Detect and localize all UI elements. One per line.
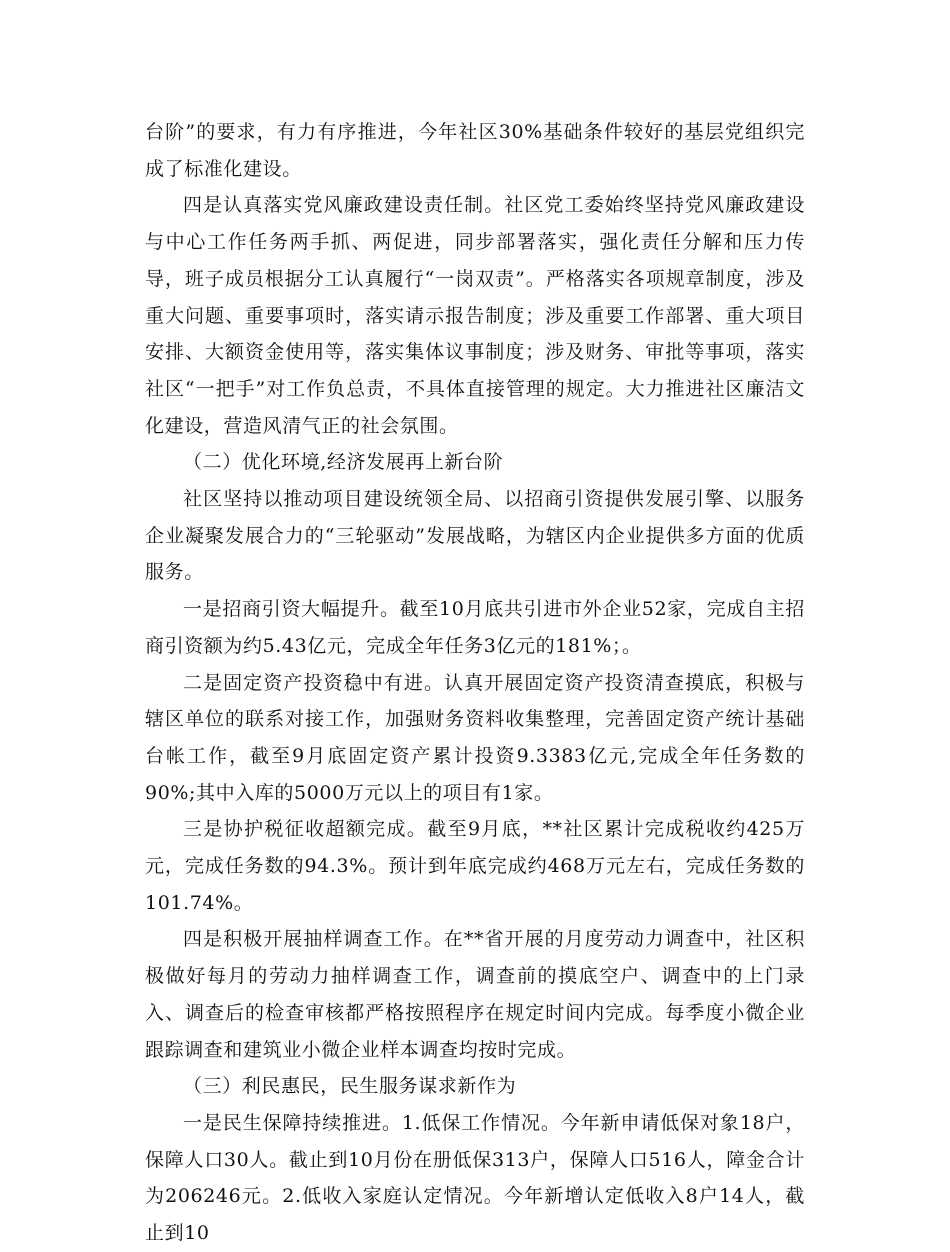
paragraph-economy-strategy: 社区坚持以推动项目建设统领全局、以招商引资提供发展引擎、以服务企业凝聚发展合力的“三轮驱动”发展战略，为辖区内企业提供多方面的优质服务。 (145, 488, 805, 584)
paragraph-continuation: 台阶”的要求，有力有序推进，今年社区30%基础条件较好的基层党组织完成了标准化建设。 (145, 121, 805, 180)
paragraph-tax: 三是协护税征收超额完成。截至9月底，**社区累计完成税收约425万元，完成任务数的94.3%。预计到年底完成约468万元左右，完成任务数的101.74%。 (145, 818, 805, 914)
paragraph-investment: 一是招商引资大幅提升。截至10月底共引进市外企业52家，完成自主招商引资额为约5.43亿元，完成全年任务3亿元的181%；。 (145, 598, 805, 657)
section-heading-livelihood: （三）利民惠民，民生服务谋求新作为 (183, 1075, 517, 1098)
paragraph-welfare: 一是民生保障持续推进。1.低保工作情况。今年新申请低保对象18户，保障人口30人。截止到10月份在册低保313户，保障人口516人，障金合计为206246元。2.低收入家庭认定情况。今年新增认定低收入8户14人，截止到10 (145, 1111, 805, 1245)
paragraph-fixed-assets: 二是固定资产投资稳中有进。认真开展固定资产投资清查摸底，积极与辖区单位的联系对接工作，加强财务资料收集整理，完善固定资产统计基础台帐工作，截至9月底固定资产累计投资9.3383亿元,完成全年任务数的90%;其中入库的5000万元以上的项目有1家。 (145, 671, 805, 804)
paragraph-anti-corruption: 四是认真落实党风廉政建设责任制。社区党工委始终坚持党风廉政建设与中心工作任务两手抓、两促进，同步部署落实，强化责任分解和压力传导，班子成员根据分工认真履行“一岗双责”。严格落实各项规章制度，涉及重大问题、重要事项时，落实请示报告制度；涉及重要工作部署、重大项目安排、大额资金使用等，落实集体议事制度；涉及财务、审批等事项，落实社区“一把手”对工作负总责，不具体直接管理的规定。大力推进社区廉洁文化建设，营造风清气正的社会氛围。 (145, 194, 805, 437)
paragraph-survey: 四是积极开展抽样调查工作。在**省开展的月度劳动力调查中，社区积极做好每月的劳动力抽样调查工作，调查前的摸底空户、调查中的上门录入、调查后的检查审核都严格按照程序在规定时间内完成。每季度小微企业跟踪调查和建筑业小微企业样本调查均按时完成。 (145, 928, 805, 1061)
section-heading-economy: （二）优化环境,经济发展再上新台阶 (183, 451, 504, 474)
document-body (145, 114, 805, 1252)
